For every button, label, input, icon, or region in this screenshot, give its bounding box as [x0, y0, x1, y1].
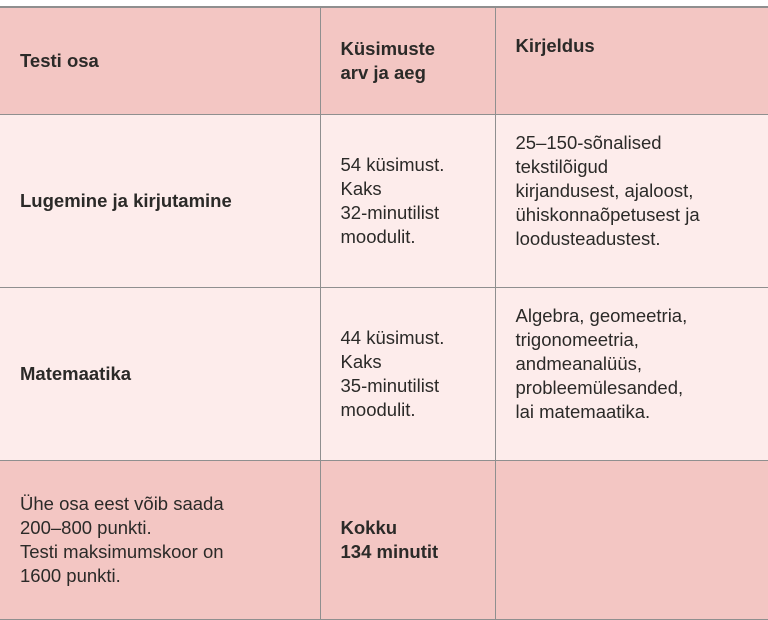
cell-line: lai matemaatika.: [515, 401, 651, 422]
footer-total-time: [320, 461, 495, 620]
header-description: Kirjeldus: [495, 8, 768, 115]
table-footer-row: [0, 461, 768, 620]
footer-score-note: [0, 461, 320, 620]
row-description: [495, 288, 768, 461]
cell-line: trigonomeetria,: [515, 329, 639, 350]
row-count-time: [320, 288, 495, 461]
cell-line: loodusteadustest.: [515, 228, 661, 249]
cell-line: Testi maksimumskoor on: [20, 541, 224, 562]
cell-line: andmeanalüüs,: [515, 353, 643, 374]
cell-line: Ühe osa eest võib saada: [20, 493, 224, 514]
cell-line: ühiskonnaõpetusest ja: [515, 204, 700, 225]
cell-line: Kaks: [340, 178, 382, 199]
header-count-time: [320, 8, 495, 115]
cell-line: kirjandusest, ajaloost,: [515, 180, 694, 201]
cell-line: 200–800 punkti.: [20, 517, 152, 538]
header-section: Testi osa: [0, 8, 320, 115]
row-count-time: [320, 115, 495, 288]
cell-line: 35-minutilist: [340, 375, 440, 396]
cell-line: Algebra, geomeetria,: [515, 305, 688, 326]
cell-line: 134 minutit: [340, 541, 439, 562]
cell-line: Kokku: [340, 517, 398, 538]
cell-line: tekstilõigud: [515, 156, 609, 177]
table-row: [0, 115, 768, 288]
row-section-math: Matemaatika: [0, 288, 320, 461]
table-row: [0, 288, 768, 461]
table-header-row: [0, 8, 768, 115]
cell-line: 32-minutilist: [340, 202, 440, 223]
cell-line: probleemülesanded,: [515, 377, 684, 398]
test-structure-table: [0, 7, 768, 620]
cell-line: moodulit.: [340, 226, 416, 247]
cell-line: 54 küsimust.: [340, 154, 445, 175]
cell-line: 1600 punkti.: [20, 565, 121, 586]
row-section-reading-writing: Lugemine ja kirjutamine: [0, 115, 320, 288]
footer-empty-cell: [495, 461, 768, 620]
cell-line: moodulit.: [340, 399, 416, 420]
row-description: [495, 115, 768, 288]
header-count-line: Küsimuste: [340, 38, 436, 59]
top-border: [0, 0, 768, 7]
cell-line: 44 küsimust.: [340, 327, 445, 348]
header-count-line: arv ja aeg: [340, 62, 426, 83]
cell-line: Kaks: [340, 351, 382, 372]
cell-line: 25–150-sõnalised: [515, 132, 662, 153]
